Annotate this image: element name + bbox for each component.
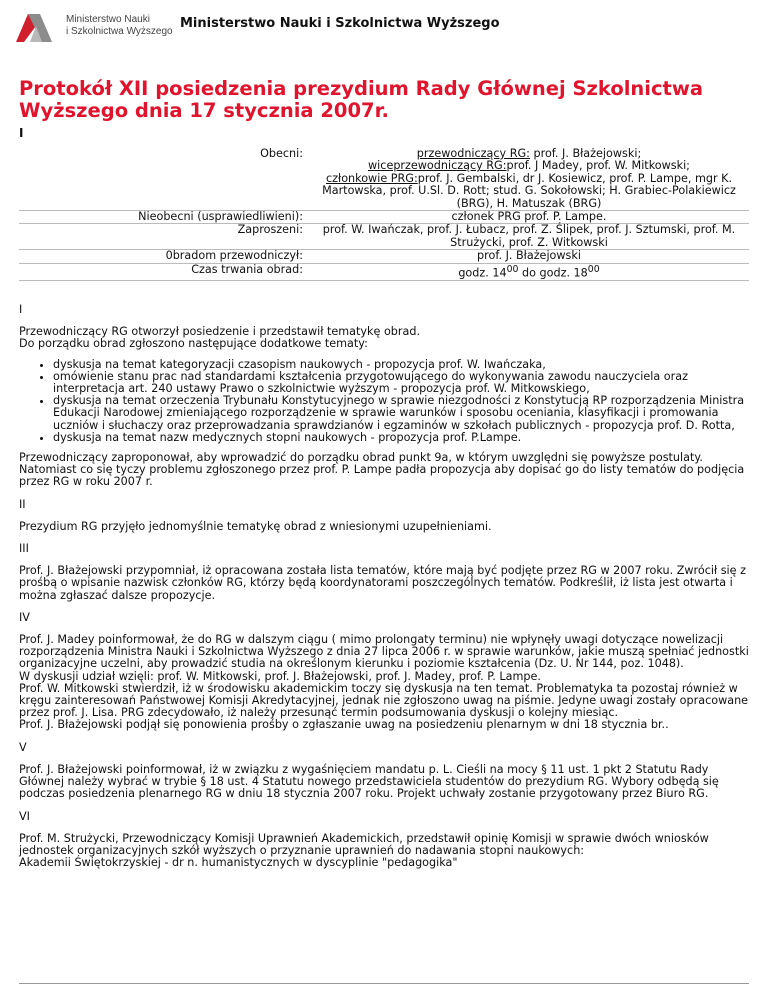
section-1-closing: Przewodniczący zaproponował, aby wprowadzić do porządku obrad punkt 9a, w którym uwzględni się powyższe postulaty. Natomiast co się tyczy problemu zgłoszonego przez prof. P. Lampe padła propozycja aby dopisać go do listy tematów do podjęcia przez RG w roku 2007 r. (19, 451, 745, 489)
s6-line-1: Prof. M. Strużycki, Przewodniczący Komisji Uprawnień Akademickich, przedstawił opinię Komisji w sprawie dwóch wniosków jednostek organizacyjnych szkół wyższych o przyznanie uprawnień do nadawania stopni naukowych: (19, 831, 709, 857)
list-item: • dyskusja na temat kategoryzacji czasopism naukowych - propozycja prof. W. Iwańczaka, (53, 359, 749, 371)
ministry-logo[interactable] (16, 12, 196, 46)
s4-line-1: Prof. J. Madey poinformował, że do RG w dalszym ciągu ( mimo prolongaty terminu) nie wpłynęły uwagi dotyczące nowelizacji rozporządzenia Ministra Nauki i Szkolnictwa Wyższego z dnia 27 lipca 2006 r. w sprawie warunków, jakie muszą spełniać jednostki organizacyjne uczelni, aby prowadzić studia na określonym kierunku i poziomie kształcenia (Dz. U. Nr 144, poz. 1048). (19, 633, 749, 671)
chair-name: prof. J. Błażejowski; (529, 147, 642, 160)
list-item: • omówienie stanu prac nad standardami kształcenia przygotowującego do wykonywania zawodu nauczyciela oraz interpretacja art. 240 ustawy Prawo o szkolnictwie wyższym - propozycja prof. W. Mitkowskiego, (53, 371, 749, 395)
chair-label: przewodniczący RG: (416, 147, 530, 160)
czas-to: do godz. 18 (518, 266, 588, 280)
section-6-paragraph (19, 833, 749, 870)
vice-chair-label: wiceprzewodniczący RG: (368, 159, 507, 173)
section-roman: IV (19, 610, 30, 624)
section-1-number: I (19, 126, 24, 140)
zaproszeni-value: prof. W. Iwańczak, prof. J. Łubacz, prof. Z. Ślipek, prof. J. Sztumski, prof. M. Strużycki, prof. Z. Witkowski (322, 223, 736, 249)
s4-line-4: Prof. J. Błażejowski podjął się ponowienia prośby o zgłaszanie uwag na posiedzeniu plenarnym w dni 18 stycznia br.. (19, 718, 669, 732)
section-roman: V (19, 740, 27, 754)
obecni-value (309, 148, 749, 210)
row-czas (19, 264, 749, 281)
logo-text (66, 14, 173, 38)
bottom-divider (19, 983, 749, 984)
row-nieobecni (19, 211, 749, 224)
czas-label: Czas trwania obrad: (191, 262, 303, 276)
logo-line-1: Ministerstwo Nauki (66, 14, 150, 25)
obecni-label: Obecni: (260, 147, 303, 160)
document-title: Protokół XII posiedzenia prezydium Rady Głównej Szkolnictwa Wyższego dnia 17 stycznia 2007r. (19, 77, 704, 122)
zaproszeni-label: Zaproszeni: (237, 223, 303, 237)
czas-from-minutes: 00 (506, 263, 519, 275)
vice-chair-names: prof. J Madey, prof. W. Mitkowski; (506, 159, 690, 173)
ministry-logo-icon (16, 12, 56, 42)
nieobecni-value: członek PRG prof. P. Lampe. (451, 210, 607, 224)
section-4-paragraph (19, 634, 749, 732)
protocol-body (19, 304, 749, 879)
list-item: • dyskusja na temat orzeczenia Trybunału Konstytucyjnego w sprawie niezgodności z Konstytucją RP rozporządzenia Ministra Edukacji Narodowej zmieniającego rozporządzenie w sprawie warunków i sposobu oceniania, klasyfikacji i promowania uczniów i słuchaczy oraz przeprowadzania sprawdzianów i egzaminów w szkołach publicznych - propozycja prof. D. Rotta, (53, 395, 749, 432)
s6-line-2: Akademii Świętokrzyskiej - dr n. humanistycznych w dyscyplinie "pedagogika" (19, 856, 458, 870)
members-names: prof. J. Gembalski, dr J. Kosiewicz, prof. P. Lampe, mgr K. Martowska, prof. U.Sl. D. Rott; stud. G. Sokołowski; H. Grabiec-Polakiewicz (BRG), H. Matuszak (BRG) (322, 171, 736, 210)
nieobecni-label: Nieobecni (usprawiedliwieni): (138, 210, 303, 224)
czas-value (309, 264, 749, 280)
logo-line-2: i Szkolnictwa Wyższego (66, 26, 173, 37)
attendance-table (19, 148, 749, 281)
czas-from: godz. 14 (458, 266, 507, 280)
s4-line-3: Prof. W. Mitkowski stwierdził, iż w środowisku akademickim toczy się dyskusja na ten temat. Problematyka ta pozostaj również w kręgu zainteresowań Państwowej Komisji Akredytacyjnej, jednak nie zgłoszono uwag na piśmie. Jedyne uwagi zostały opracowane przez prof. J. Lisa. PRG zdecydowało, iż należy przesunąć termin podsumowania dyskusji o kolejny miesiąc. (19, 681, 749, 720)
members-label: członkowie PRG: (326, 171, 418, 185)
site-header (0, 0, 768, 52)
section-roman: II (19, 497, 26, 511)
section-3-paragraph: Prof. J. Błażejowski przypomniał, iż opracowana została lista tematów, które mają być podjęte przez RG w 2007 roku. Zwrócił się z prośbą o wpisanie nazwisk członków RG, którzy będą koordynatorami poszczególnych tematów. Podkreślił, iż lista jest otwarta i można zgłaszać dalsze propozycje. (19, 564, 746, 602)
przewodniczyl-value: prof. J. Błażejowski (477, 249, 581, 263)
row-obecni (19, 148, 749, 211)
section-5-paragraph: Prof. J. Błażejowski poinformował, iż w związku z wygaśnięciem mandatu p. L. Cieśli na mocy § 11 ust. 1 pkt 2 Statutu Rady Głównej należy wybrać w trybie § 18 ust. 4 Statutu nowego przedstawiciela studentów do prezydium RG. Wybory odbędą się podczas posiedzenia plenarnego RG w dniu 18 stycznia 2007 roku. Projekt uchwały zostanie przygotowany przez Biuro RG. (19, 762, 719, 801)
row-zaproszeni (19, 224, 749, 250)
topics-list (19, 359, 749, 444)
section-roman: I (19, 303, 23, 316)
s1-line-2: Do porządku obrad zgłoszono następujące dodatkowe tematy: (19, 337, 368, 351)
section-roman: VI (19, 809, 30, 823)
czas-to-minutes: 00 (587, 263, 600, 275)
section-roman: III (19, 542, 29, 556)
s1-line-1: Przewodniczący RG otworzył posiedzenie i przedstawił tematykę obrad. (19, 325, 421, 339)
row-przewodniczyl (19, 250, 749, 263)
section-2-paragraph: Prezydium RG przyjęło jednomyślnie tematykę obrad z wniesionymi uzupełnieniami. (19, 519, 492, 533)
przewodniczyl-label: 0bradom przewodniczył: (165, 249, 303, 263)
section-1-paragraph (19, 326, 749, 350)
s4-line-2: W dyskusji udział wzięli: prof. W. Mitkowski, prof. J. Błażejowski, prof. J. Madey, prof. P. Lampe. (19, 669, 541, 683)
site-title: Ministerstwo Nauki i Szkolnictwa Wyższego (180, 16, 500, 31)
list-item: • dyskusja na temat nazw medycznych stopni naukowych - propozycja prof. P.Lampe. (53, 432, 749, 444)
